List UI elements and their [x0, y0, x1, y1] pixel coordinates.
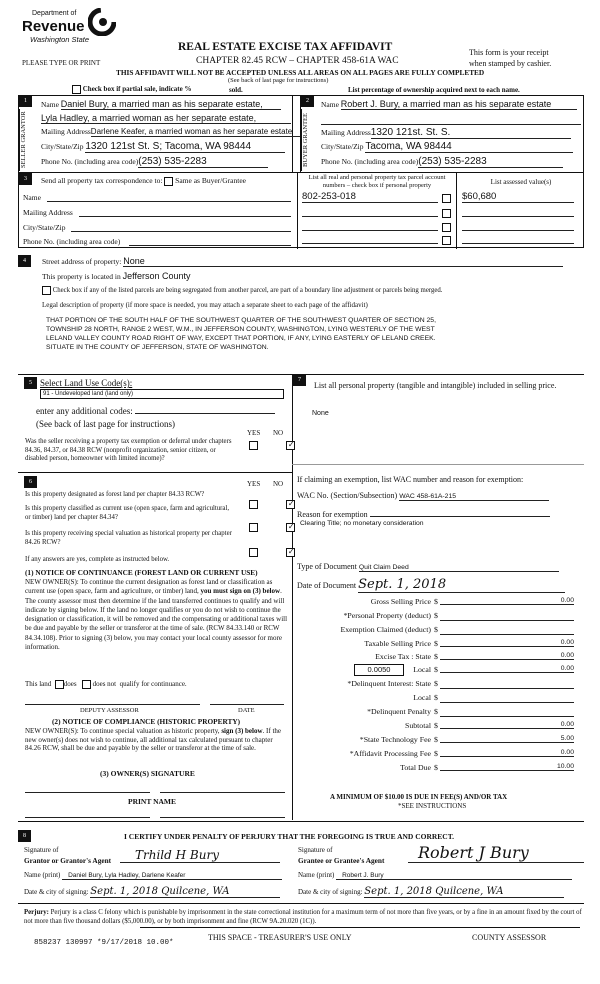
assessed-value-field[interactable]: [462, 220, 574, 231]
segregated-checkbox[interactable]: [42, 286, 51, 295]
dor-swirl-logo-icon: [88, 8, 116, 36]
parcel-row: [302, 233, 582, 243]
grantor-date-city[interactable]: Sept. 1, 2018 Quilcene, WA: [90, 886, 280, 898]
excise-tax-state[interactable]: 0.00: [440, 652, 574, 660]
parcel-row: [302, 191, 582, 201]
exemption-yes-checkbox[interactable]: [249, 441, 258, 450]
personal-property-deduct[interactable]: [440, 611, 574, 621]
perjury-notice: Perjury: Perjury is a class C felony which is punishable by imprisonment in the state correctional institution for a maximum term of not more than five years, or by a fine in an amount fixed by the court of not more than five thousand dollars ($5,000.00), or by both imprisonment and fine (RCW 9A.20.020 (1C)).: [24, 909, 582, 925]
document-date-field[interactable]: Sept. 1, 2018: [358, 577, 565, 593]
treasurer-stamp: 858237 130997 *9/17/2018 10.00*: [34, 939, 174, 947]
grantee-print-name[interactable]: Robert J. Bury: [336, 872, 572, 880]
owner-signature-line-1[interactable]: [25, 792, 150, 793]
total-due[interactable]: 10.00: [440, 763, 574, 771]
grantor-print-name[interactable]: Daniel Bury, Lyla Hadley, Darlene Keafer: [62, 872, 282, 880]
buyer-name-line2[interactable]: [321, 113, 581, 125]
grantor-signature[interactable]: Trhild H Bury: [120, 848, 280, 863]
parcel-row: [302, 220, 582, 230]
document-type-field[interactable]: Quit Claim Deed: [359, 564, 559, 572]
taxable-selling-price[interactable]: 0.00: [440, 639, 574, 647]
gross-selling-price[interactable]: 0.00: [440, 597, 574, 605]
parcel-number-field[interactable]: 802-253-018: [302, 191, 438, 203]
assessed-value-field[interactable]: [462, 206, 574, 217]
buyer-phone[interactable]: (253) 535-2283: [418, 156, 563, 168]
notice-of-continuance: NEW OWNER(S): To continue the current designation as forest land or classification as current use (open space, farm and agriculture, or timber) land, you must sign on (3) below. The county assessor must then determine if the land transferred continues to qualify and will indicate by signing below. If the land no longer qualifies or you do not wish to continue the designation or classification, it will be removed and the compensating or additional taxes will be due and payable by the seller or transferor at the time of sale. (RCW 84.33.140 or RCW 84.34.108). Prior to signing (3) below, you may contact your local county assessor for more information.: [25, 578, 288, 652]
assessed-value-field[interactable]: [462, 233, 574, 244]
seller-phone[interactable]: (253) 535-2283: [138, 156, 268, 168]
tax-correspondence-section: 3 Send all property tax correspondence to: Same as Buyer/Grantee Name Mailing Address City/State/Zip Phone No. (including area code) List all real and personal property tax parcel account numbers – check box if personal property List assessed value(s) 802-253-018 $60,680: [18, 172, 584, 248]
reason-exemption-value[interactable]: Clearing Title; no monetary consideration: [300, 520, 424, 527]
personal-property-value[interactable]: None: [312, 410, 329, 417]
historical-no-checkbox[interactable]: [286, 548, 295, 557]
grantee-signature[interactable]: Robert J Bury: [408, 843, 584, 863]
personal-property-checkbox[interactable]: [442, 209, 451, 218]
please-type-label: PLEASE TYPE OR PRINT: [22, 59, 101, 67]
form-title: REAL ESTATE EXCISE TAX AFFIDAVIT: [178, 41, 393, 53]
state-technology-fee[interactable]: 5.00: [440, 735, 574, 743]
county-field[interactable]: Jefferson County: [122, 271, 191, 281]
parcel-number-field[interactable]: [302, 233, 438, 244]
question-row: Is this property classified as current use (open space, farm and agricultural, or timber) land per chapter 84.34? ✓: [25, 505, 293, 532]
buyer-name-field[interactable]: Robert J. Bury, a married man as his separate estate: [341, 99, 577, 110]
buyer-section: 2 BUYER GRANTEE Name Robert J. Bury, a married man as his separate estate Mailing Address1320 121st. St. S. City/State/Zip Tacoma, WA 98444 Phone No. (including area code)(253) 535-2283: [300, 95, 584, 172]
personal-property-checkbox[interactable]: [442, 236, 451, 245]
correspondence-mail-field[interactable]: [79, 216, 291, 217]
grantee-date-city[interactable]: Sept. 1, 2018 Quilcene, WA: [364, 886, 564, 898]
wac-number-field[interactable]: WAC 458-61A-215: [399, 493, 549, 501]
affidavit-processing-fee[interactable]: 0.00: [440, 749, 574, 757]
seller-city-state-zip[interactable]: 1320 121st St. S; Tacoma, WA 98444: [85, 141, 285, 153]
correspondence-name-field[interactable]: [47, 201, 291, 202]
land-use-code-field[interactable]: 91 - Undeveloped land (land only): [40, 389, 284, 399]
seller-name-line2[interactable]: Lyla Hadley, a married woman as her separate estate,: [41, 113, 291, 124]
correspondence-city-field[interactable]: [71, 231, 291, 232]
seller-mailing-address[interactable]: Darlene Keafer, a married woman as her separate estate: [91, 127, 301, 137]
parcel-number-field[interactable]: [302, 206, 438, 217]
form-subtitle: CHAPTER 82.45 RCW – CHAPTER 458-61A WAC: [196, 56, 399, 66]
assessed-value-field[interactable]: $60,680: [462, 191, 574, 203]
personal-property-checkbox[interactable]: [442, 194, 451, 203]
street-address-field[interactable]: None: [123, 256, 563, 267]
exemption-claimed[interactable]: [440, 625, 574, 635]
subtotal[interactable]: 0.00: [440, 721, 574, 729]
notice-of-compliance: NEW OWNER(S): To continue special valuation as historic property, sign (3) below. If the new owner(s) does not wish to continue, all additional tax calculated pursuant to chapter 84.26 RCW, shall be due and payable by the seller or transferor at the time of sale.: [25, 727, 282, 753]
seller-name-field[interactable]: Daniel Bury, a married man as his separate estate,: [61, 99, 281, 110]
seller-section: 1 SELLER GRANTOR Name Daniel Bury, a married man as his separate estate, Lyla Hadley, a married woman as her separate estate, Mailing AddressDarlene Keafer, a married woman as her separate estate City/State/Zip 1320 121st St. S; Tacoma, WA 98444 Phone No. (including area code)(253) 535-2283: [18, 95, 293, 172]
exemption-no-checkbox[interactable]: [286, 441, 295, 450]
delinquent-interest-state[interactable]: [440, 679, 574, 689]
question-row: Is this property receiving special valuation as historical property per chapter 84.26 RCW? ✓: [25, 530, 293, 557]
parcel-number-field[interactable]: [302, 220, 438, 231]
partial-sale-checkbox[interactable]: [72, 85, 81, 94]
delinquent-penalty[interactable]: [440, 707, 574, 717]
reason-exemption-line[interactable]: [370, 509, 550, 517]
correspondence-phone-field[interactable]: [129, 245, 291, 246]
print-name-line-2[interactable]: [160, 817, 285, 818]
additional-codes-field[interactable]: [135, 405, 275, 414]
same-as-buyer-checkbox[interactable]: [164, 177, 173, 186]
delinquent-interest-local[interactable]: [440, 693, 574, 703]
dor-logo: Department of Revenue Washington State: [18, 8, 118, 48]
does-not-qualify-checkbox[interactable]: [82, 680, 91, 689]
does-qualify-checkbox[interactable]: [55, 680, 64, 689]
personal-property-checkbox[interactable]: [442, 223, 451, 232]
historical-yes-checkbox[interactable]: [249, 548, 258, 557]
owner-signature-line-2[interactable]: [160, 792, 285, 793]
deputy-date-line[interactable]: [210, 704, 284, 705]
legal-description: THAT PORTION OF THE SOUTH HALF OF THE SOUTHWEST QUARTER OF THE SOUTHWEST QUARTER OF SECTION 25, TOWNSHIP 28 NORTH, RANGE 2 WEST, W.M., IN JEFFERSON COUNTY, WASHINGTON, LYING WESTERLY OF THE WEST LELAND VALLEY COUNTY ROAD RIGHT OF WAY, EXCEPT THAT PORTION, IF ANY, LYING EASTERLY OF LELAND CREEK. SITUATE IN THE COUNTY OF JEFFERSON, STATE OF WASHINGTON.: [46, 317, 436, 351]
warning-text: THIS AFFIDAVIT WILL NOT BE ACCEPTED UNLESS ALL AREAS ON ALL PAGES ARE FULLY COMPLETED: [116, 68, 485, 77]
deputy-assessor-signature-line[interactable]: [25, 704, 200, 705]
print-name-line-1[interactable]: [25, 817, 150, 818]
buyer-mailing-address[interactable]: 1320 121st. St. S.: [371, 127, 571, 139]
question-row: Is this property designated as forest land per chapter 84.33 RCW? ✓: [25, 491, 293, 509]
excise-tax-local[interactable]: 0.00: [440, 665, 574, 673]
parcel-row: [302, 206, 582, 216]
buyer-city-state-zip[interactable]: Tacoma, WA 98444: [365, 141, 573, 153]
local-rate-box[interactable]: 0.0050: [354, 664, 404, 676]
